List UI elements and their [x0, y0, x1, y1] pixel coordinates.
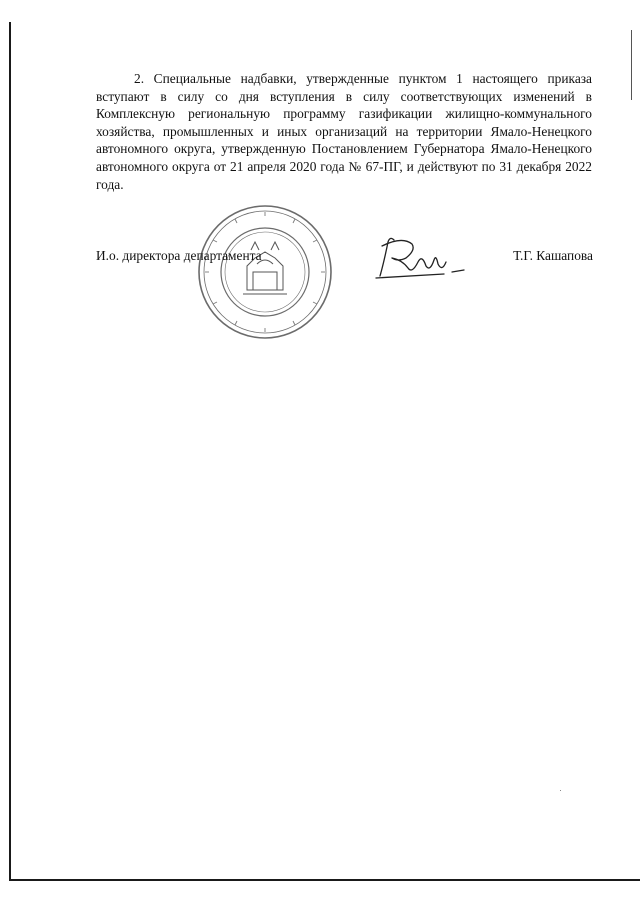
body-paragraph: 2. Специальные надбавки, утвержденные пунктом 1 настоящего приказа вступают в силу со дня вступления в силу соответствующих изменений в Комплексную региональную программу газификации жилищно-коммунального хозяйства, промышленных и иных организаций на территории Ямало-Ненецкого автономного округа, утвержденную Постановлением Губернатора Ямало-Ненецкого автономного округа от 21 апреля 2020 года № 67-ПГ, и действуют по 31 декабря 2022 года. [96, 71, 592, 192]
scan-edge-bottom [9, 879, 640, 881]
signatory-title: И.о. директора департамента [96, 248, 262, 263]
scan-edge-left [9, 22, 11, 880]
scan-speck [560, 790, 561, 791]
signatory-name: Т.Г. Кашапова [513, 248, 593, 263]
seal-stamp [195, 202, 335, 342]
scan-edge-right [631, 30, 632, 100]
signature [372, 232, 472, 282]
